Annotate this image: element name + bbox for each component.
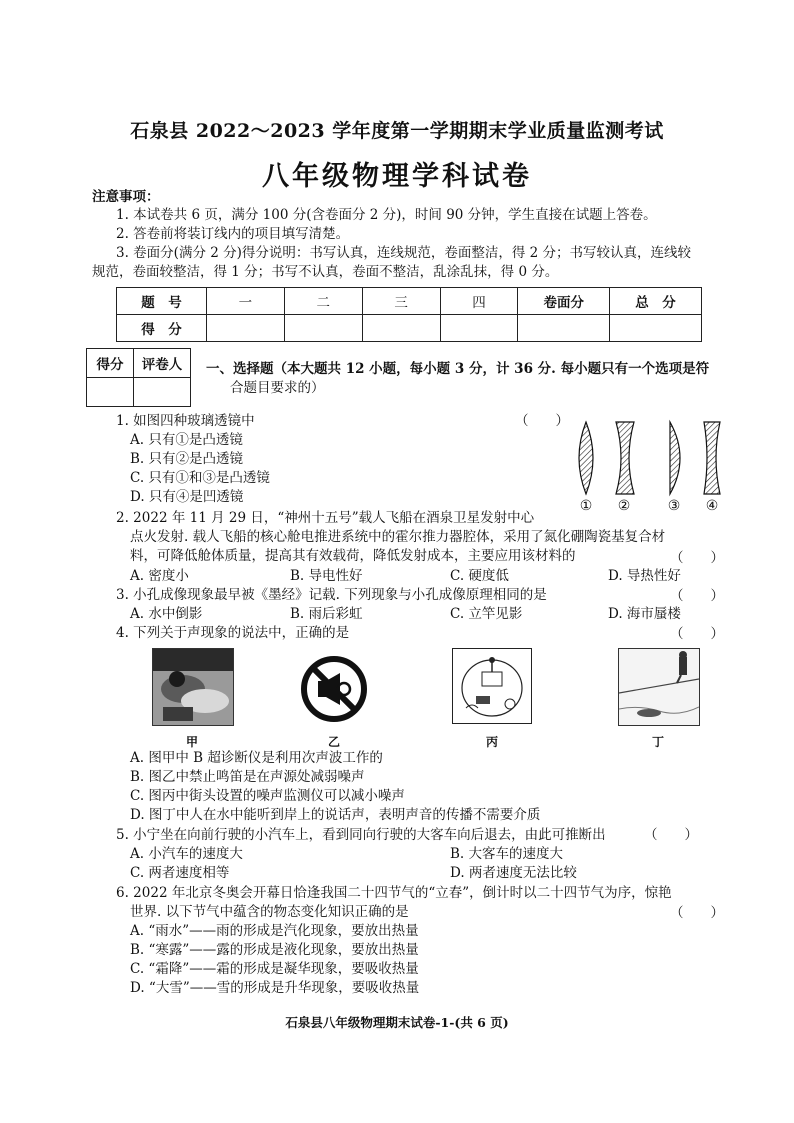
biconcave-lens-icon: [616, 422, 634, 494]
notice-item-3: 3. 卷面分(满分 2 分)得分说明：书写认真，连线规范，卷面整洁，得 2 分；书写较认真，连线较: [116, 245, 692, 261]
grader-score-cell[interactable]: [87, 378, 134, 407]
q1-option-a: A. 只有①是凸透镜: [130, 432, 243, 448]
q3-stem: 3. 小孔成像现象最早被《墨经》记载. 下列现象与小孔成像原理相同的是: [116, 587, 547, 603]
q5-option-a: A. 小汽车的速度大: [130, 846, 243, 862]
q6-answer-paren[interactable]: （ ）: [670, 905, 724, 921]
q2-option-a: A. 密度小: [130, 568, 189, 584]
score-table-score-row: [117, 315, 702, 342]
lens-label-4: ④: [705, 498, 719, 514]
q1-stem: 1. 如图四种玻璃透镜中: [116, 413, 255, 429]
q4-answer-paren[interactable]: （ ）: [670, 626, 724, 642]
score-col-1: 一: [206, 288, 284, 315]
grader-score-label: 得分: [87, 349, 134, 378]
score-table-header-row: [117, 288, 702, 315]
score-col-2: 二: [284, 288, 362, 315]
q3-option-c: C. 立竿见影: [450, 606, 523, 622]
q1-option-c: C. 只有①和③是凸透镜: [130, 470, 270, 486]
q5-stem: 5. 小宁坐在向前行驶的小汽车上，看到同向行驶的大客车向后退去，由此可推断出: [116, 827, 606, 843]
plano-convex-lens-icon: [670, 422, 680, 494]
noise-monitor-icon: [452, 648, 532, 724]
score-cell[interactable]: [284, 315, 362, 342]
q3-answer-paren[interactable]: （ ）: [670, 588, 724, 604]
swimmer-photo-icon: [618, 648, 700, 726]
q4-option-c: C. 图丙中街头设置的噪声监测仪可以减小噪声: [130, 788, 405, 804]
notice-item-1: 1. 本试卷共 6 页，满分 100 分(含卷面分 2 分)，时间 90 分钟，学生直接在试题上答卷。: [116, 207, 657, 223]
q6-stem-line2: 世界. 以下节气中蕴含的物态变化知识正确的是: [130, 904, 409, 920]
notice-heading: 注意事项：: [92, 189, 160, 205]
q4-caption-ding: 丁: [651, 735, 664, 749]
q4-stem: 4. 下列关于声现象的说法中，正确的是: [116, 625, 350, 641]
q4-option-b: B. 图乙中禁止鸣笛是在声源处减弱噪声: [130, 769, 365, 785]
score-cell[interactable]: [362, 315, 440, 342]
score-col-header: 题 号: [117, 288, 207, 315]
q6-option-d: D. “大雪”——雪的形成是升华现象，要吸收热量: [130, 980, 420, 996]
grader-box: [86, 348, 191, 407]
q5-option-d: D. 两者速度无法比较: [450, 865, 577, 881]
section1-title: 一、选择题（本大题共 12 小题，每小题 3 分，计 36 分. 每小题只有一个选项是符: [206, 361, 710, 377]
q6-option-c: C. “霜降”——霜的形成是凝华现象，要吸收热量: [130, 961, 419, 977]
biconvex-lens-icon: [579, 422, 593, 494]
q6-option-b: B. “寒露”——露的形成是液化现象，要放出热量: [130, 942, 419, 958]
score-col-4: 四: [440, 288, 518, 315]
lens-label-3: ③: [667, 498, 681, 514]
q2-stem-line2: 点火发射. 载人飞船的核心舱电推进系统中的霍尔推力器腔体，采用了氮化硼陶瓷基复合材: [130, 529, 666, 545]
q2-option-b: B. 导电性好: [290, 568, 363, 584]
q3-option-b: B. 雨后彩虹: [290, 606, 363, 622]
q4-option-d: D. 图丁中人在水中能听到岸上的说话声，表明声音的传播不需要介质: [130, 807, 541, 823]
q4-caption-yi: 乙: [327, 735, 340, 749]
q2-answer-paren[interactable]: （ ）: [670, 550, 724, 566]
q2-option-d: D. 导热性好: [608, 568, 681, 584]
score-cell[interactable]: [440, 315, 518, 342]
q4-caption-bing: 丙: [485, 735, 498, 749]
q2-stem-line3: 料，可降低舱体质量，提高其有效载荷，降低发射成本，主要应用该材料的: [130, 548, 576, 564]
exam-title: 石泉县 2022～2023 学年度第一学期期末学业质量监测考试: [130, 120, 664, 142]
score-col-3: 三: [362, 288, 440, 315]
no-honking-sign-icon: [300, 655, 368, 723]
score-col-neatness: 卷面分: [518, 288, 610, 315]
notice-item-2: 2. 答卷前将装订线内的项目填写清楚。: [116, 226, 350, 242]
q5-option-b: B. 大客车的速度大: [450, 846, 564, 862]
notice-item-3-cont: 规范，卷面较整洁，得 1 分；书写不认真，卷面不整洁，乱涂乱抹，得 0 分。: [92, 264, 559, 280]
q3-option-d: D. 海市蜃楼: [608, 606, 681, 622]
section1-title-cont: 合题目要求的）: [230, 380, 325, 396]
ultrasound-photo-icon: [152, 648, 234, 726]
q6-option-a: A. “雨水”——雨的形成是汽化现象，要放出热量: [130, 923, 419, 939]
grader-name-cell[interactable]: [134, 378, 191, 407]
concave-lens-icon: [704, 422, 720, 494]
lens-label-2: ②: [617, 498, 631, 514]
q5-option-c: C. 两者速度相等: [130, 865, 230, 881]
lens-label-1: ①: [579, 498, 593, 514]
score-table: [116, 287, 702, 342]
q1-option-b: B. 只有②是凸透镜: [130, 451, 244, 467]
page-footer: 石泉县八年级物理期末试卷-1-(共 6 页): [285, 1015, 509, 1030]
lens-figure: [566, 418, 736, 498]
q2-stem-line1: 2. 2022 年 11 月 29 日，“神州十五号”载人飞船在酒泉卫星发射中心: [116, 510, 535, 526]
q5-answer-paren[interactable]: （ ）: [644, 827, 698, 843]
q1-option-d: D. 只有④是凹透镜: [130, 489, 244, 505]
q1-answer-paren[interactable]: （ ）: [515, 413, 569, 429]
score-cell[interactable]: [518, 315, 610, 342]
q3-option-a: A. 水中倒影: [130, 606, 203, 622]
q6-stem-line1: 6. 2022 年北京冬奥会开幕日恰逢我国二十四节气的“立春”，倒计时以二十四节气为序，惊艳: [116, 885, 672, 901]
score-col-total: 总 分: [610, 288, 702, 315]
paper-subtitle: 八年级物理学科试卷: [262, 161, 532, 192]
q4-option-a: A. 图甲中 B 超诊断仪是利用次声波工作的: [130, 750, 383, 766]
score-cell[interactable]: [206, 315, 284, 342]
score-row-label: 得 分: [117, 315, 207, 342]
score-cell[interactable]: [610, 315, 702, 342]
q2-option-c: C. 硬度低: [450, 568, 509, 584]
grader-name-label: 评卷人: [134, 349, 191, 378]
q4-caption-jia: 甲: [185, 735, 198, 749]
